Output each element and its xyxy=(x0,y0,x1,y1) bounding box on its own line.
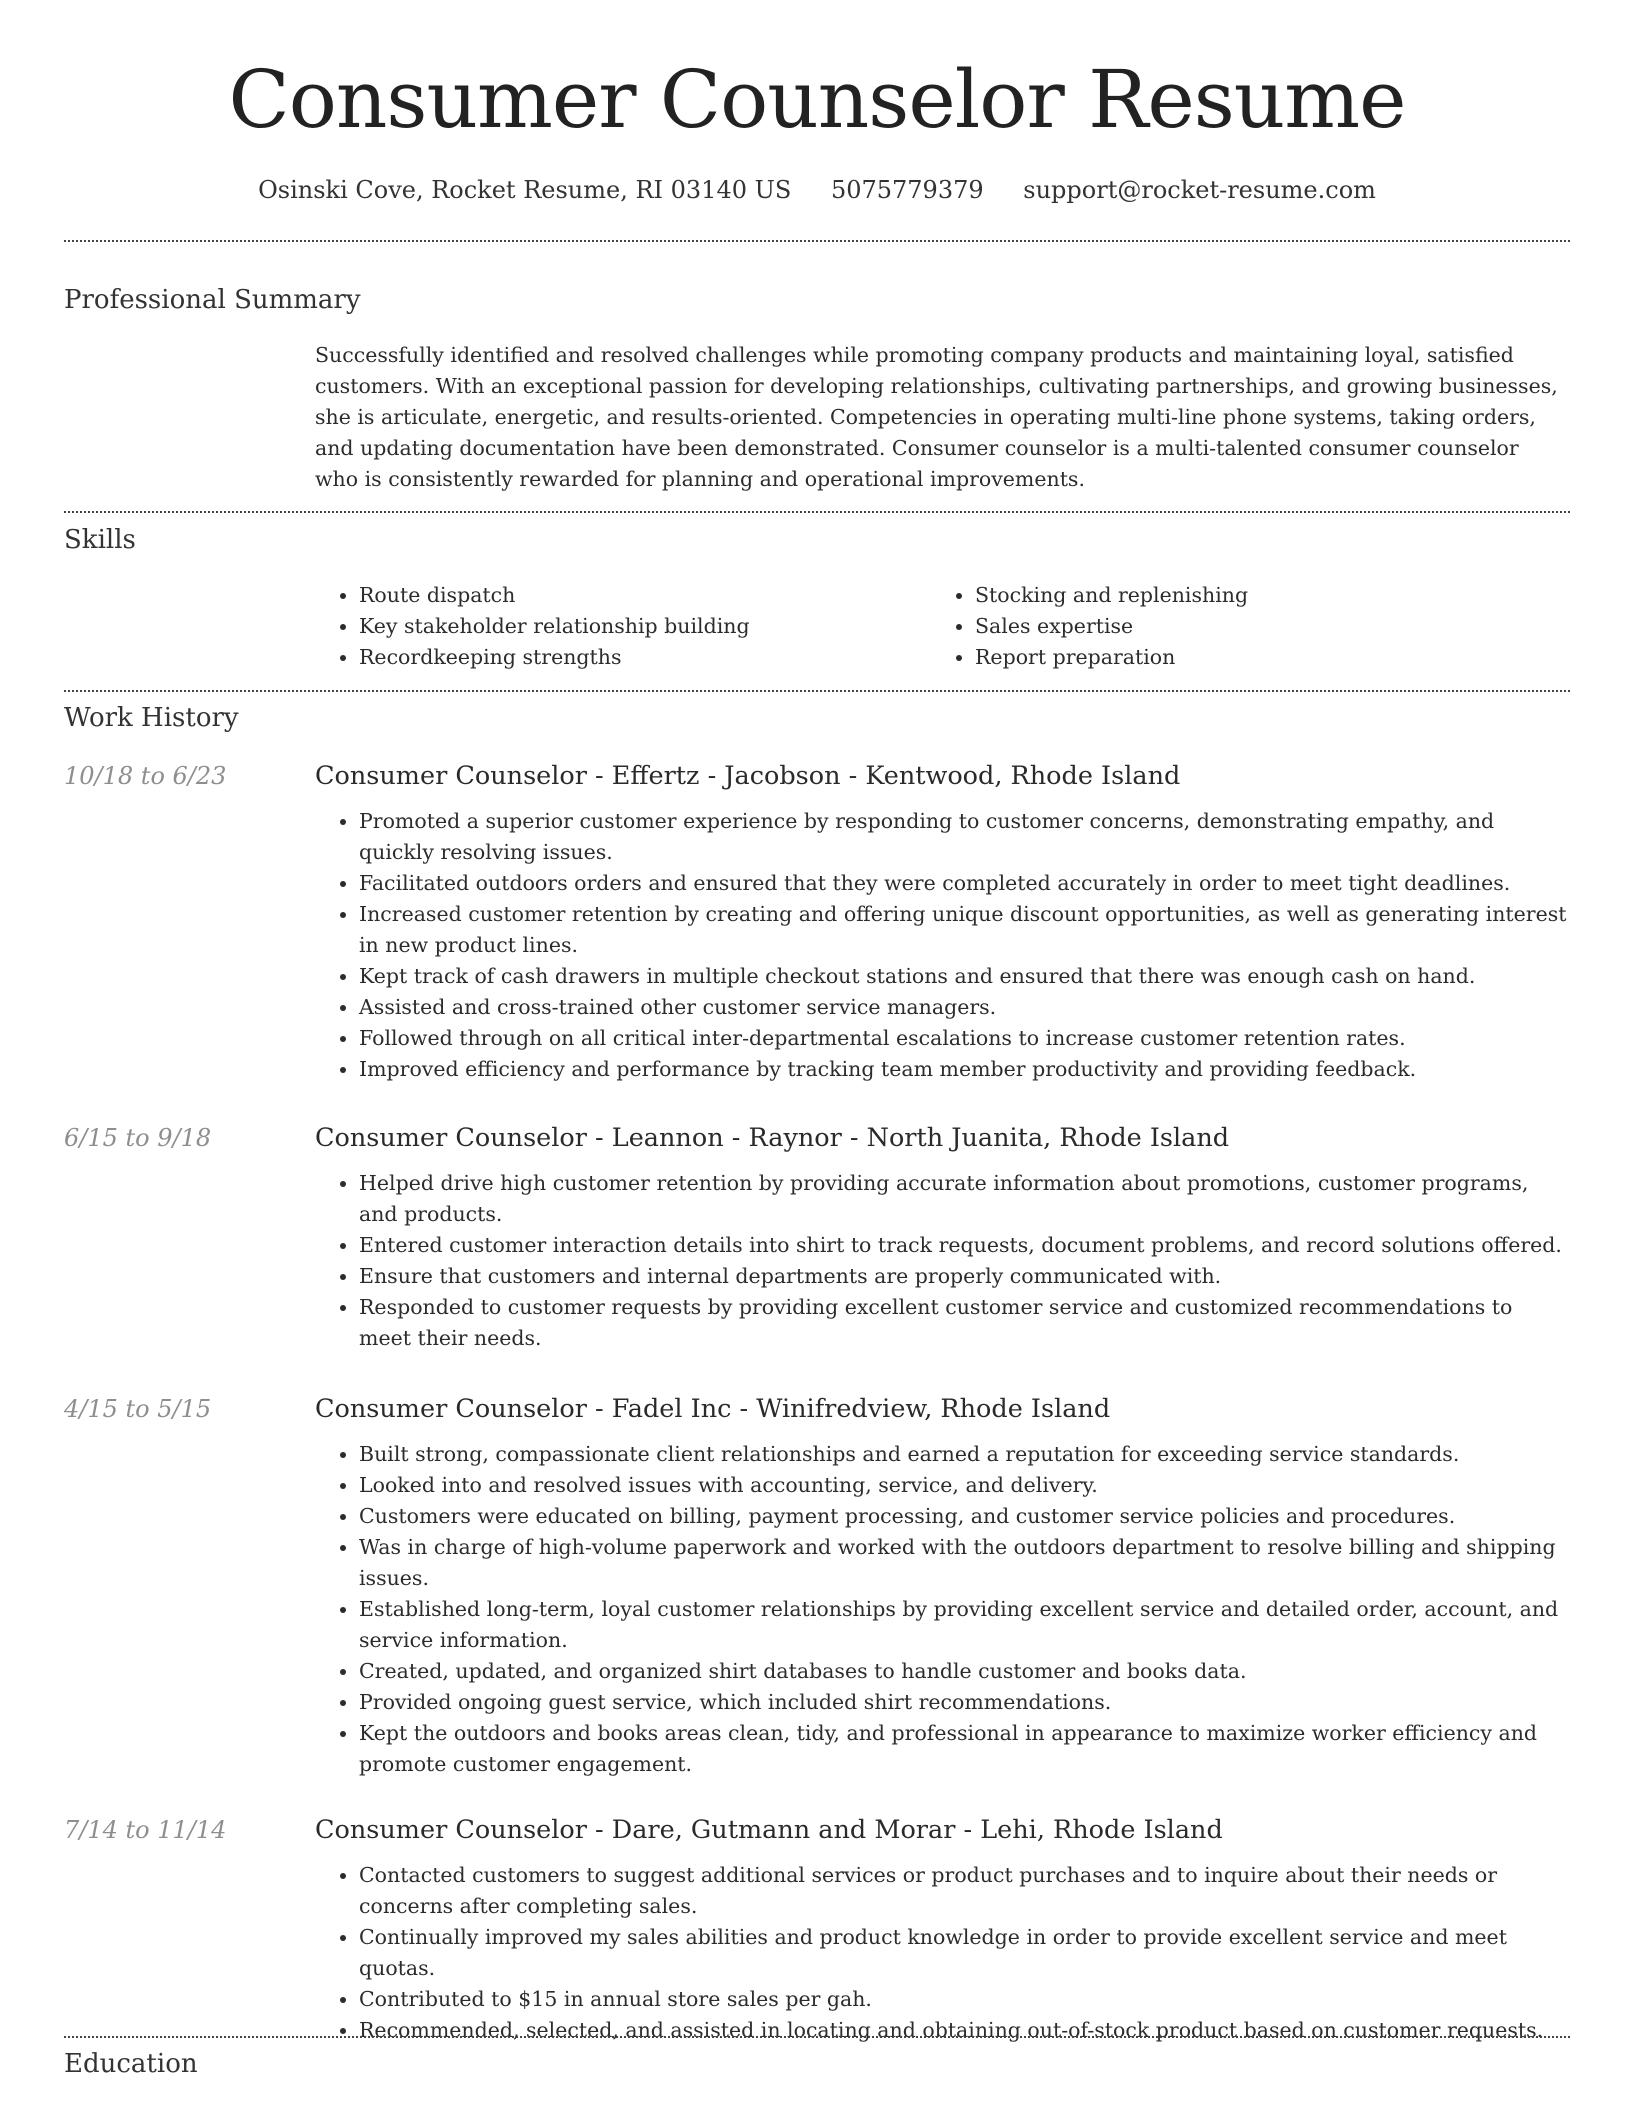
job-bullet: • Contacted customers to suggest additional services or product purchases and to inquire about their needs or concerns after completing sales. xyxy=(359,1860,1569,1922)
skills-column-left xyxy=(315,580,931,673)
section-divider xyxy=(64,690,1570,692)
job-bullet: • Facilitated outdoors orders and ensured that they were completed accurately in order to meet tight deadlines. xyxy=(359,868,1569,899)
contact-phone: 5075779379 xyxy=(830,176,984,204)
summary-text: Successfully identified and resolved challenges while promoting company products and maintaining loyal, satisfied customers. With an exceptional passion for developing relationships, cultivating partnerships, and growing businesses, she is articulate, energetic, and results-oriented. Competencies in operating multi-line phone systems, taking orders, and updating documentation have been demonstrated. Consumer counselor is a multi-talented consumer counselor who is consistently rewarded for planning and operational improvements. xyxy=(315,343,1558,491)
job-bullet: • Created, updated, and organized shirt databases to handle customer and books data. xyxy=(359,1656,1569,1687)
skill-item: • Route dispatch xyxy=(359,580,931,611)
job-bullet: • Assisted and cross-trained other customer service managers. xyxy=(359,992,1569,1023)
job-bullet: • Customers were educated on billing, payment processing, and customer service policies and procedures. xyxy=(359,1501,1569,1532)
job-bullet: • Increased customer retention by creating and offering unique discount opportunities, as well as generating interest in new product lines. xyxy=(359,899,1569,961)
page-title: Consumer Counselor Resume xyxy=(228,53,1406,146)
section-divider xyxy=(64,2036,1570,2038)
job-bullet: • Continually improved my sales abilities and product knowledge in order to provide excellent service and meet quotas. xyxy=(359,1922,1569,1984)
job-bullet: • Helped drive high customer retention by providing accurate information about promotions, customer programs, and products. xyxy=(359,1168,1569,1230)
job-bullet: • Established long-term, loyal customer relationships by providing excellent service and detailed order, account, and service information. xyxy=(359,1594,1569,1656)
skill-item: • Stocking and replenishing xyxy=(975,580,1547,611)
job-dates: 10/18 to 6/23 xyxy=(64,762,227,790)
job-dates: 6/15 to 9/18 xyxy=(64,1124,212,1152)
job-bullet: • Was in charge of high-volume paperwork and worked with the outdoors department to resolve billing and shipping issues. xyxy=(359,1532,1569,1594)
skill-item: • Report preparation xyxy=(975,642,1547,673)
contact-line xyxy=(64,172,1570,208)
skills-column-right xyxy=(931,580,1547,673)
job-title: Consumer Counselor - Effertz - Jacobson - Kentwood, Rhode Island xyxy=(315,761,1181,791)
job-bullets xyxy=(315,1168,1569,1354)
job-bullet: • Kept track of cash drawers in multiple checkout stations and ensured that there was enough cash on hand. xyxy=(359,961,1569,992)
skill-item: • Recordkeeping strengths xyxy=(359,642,931,673)
job-bullet: • Kept the outdoors and books areas clean, tidy, and professional in appearance to maximize worker efficiency and promote customer engagement. xyxy=(359,1718,1569,1780)
job-bullet: • Followed through on all critical inter-departmental escalations to increase customer retention rates. xyxy=(359,1023,1569,1054)
job-title: Consumer Counselor - Leannon - Raynor - North Juanita, Rhode Island xyxy=(315,1123,1230,1153)
skill-item: • Sales expertise xyxy=(975,611,1547,642)
job-title: Consumer Counselor - Dare, Gutmann and Morar - Lehi, Rhode Island xyxy=(315,1815,1223,1845)
section-divider xyxy=(64,240,1570,242)
job-bullet: • Looked into and resolved issues with accounting, service, and delivery. xyxy=(359,1470,1569,1501)
job-bullet: • Provided ongoing guest service, which included shirt recommendations. xyxy=(359,1687,1569,1718)
job-bullet: • Entered customer interaction details into shirt to track requests, document problems, and record solutions offered. xyxy=(359,1230,1569,1261)
contact-email: support@rocket-resume.com xyxy=(1023,176,1376,204)
job-bullet: • Built strong, compassionate client relationships and earned a reputation for exceeding service standards. xyxy=(359,1439,1569,1470)
skills-heading: Skills xyxy=(64,525,136,555)
summary-heading: Professional Summary xyxy=(64,285,361,315)
job-dates: 4/15 to 5/15 xyxy=(64,1395,212,1423)
skills-list xyxy=(315,580,1560,673)
skill-item: • Key stakeholder relationship building xyxy=(359,611,931,642)
job-bullet: • Promoted a superior customer experience by responding to customer concerns, demonstrating empathy, and quickly resolving issues. xyxy=(359,806,1569,868)
job-bullet: • Improved efficiency and performance by tracking team member productivity and providing feedback. xyxy=(359,1054,1569,1085)
job-bullet: • Recommended, selected, and assisted in locating and obtaining out-of-stock product based on customer requests. xyxy=(359,2015,1569,2046)
job-bullets xyxy=(315,1439,1569,1780)
job-bullet: • Responded to customer requests by providing excellent customer service and customized recommendations to meet their needs. xyxy=(359,1292,1569,1354)
contact-address: Osinski Cove, Rocket Resume, RI 03140 US xyxy=(258,176,792,204)
job-bullet: • Ensure that customers and internal departments are properly communicated with. xyxy=(359,1261,1569,1292)
job-dates: 7/14 to 11/14 xyxy=(64,1816,227,1844)
work-history-heading: Work History xyxy=(64,703,239,733)
job-bullet: • Contributed to $15 in annual store sales per gah. xyxy=(359,1984,1569,2015)
job-bullets xyxy=(315,806,1569,1085)
job-bullets xyxy=(315,1860,1569,2046)
section-divider xyxy=(64,511,1570,513)
education-heading: Education xyxy=(64,2049,198,2079)
job-title: Consumer Counselor - Fadel Inc - Winifredview, Rhode Island xyxy=(315,1394,1111,1424)
